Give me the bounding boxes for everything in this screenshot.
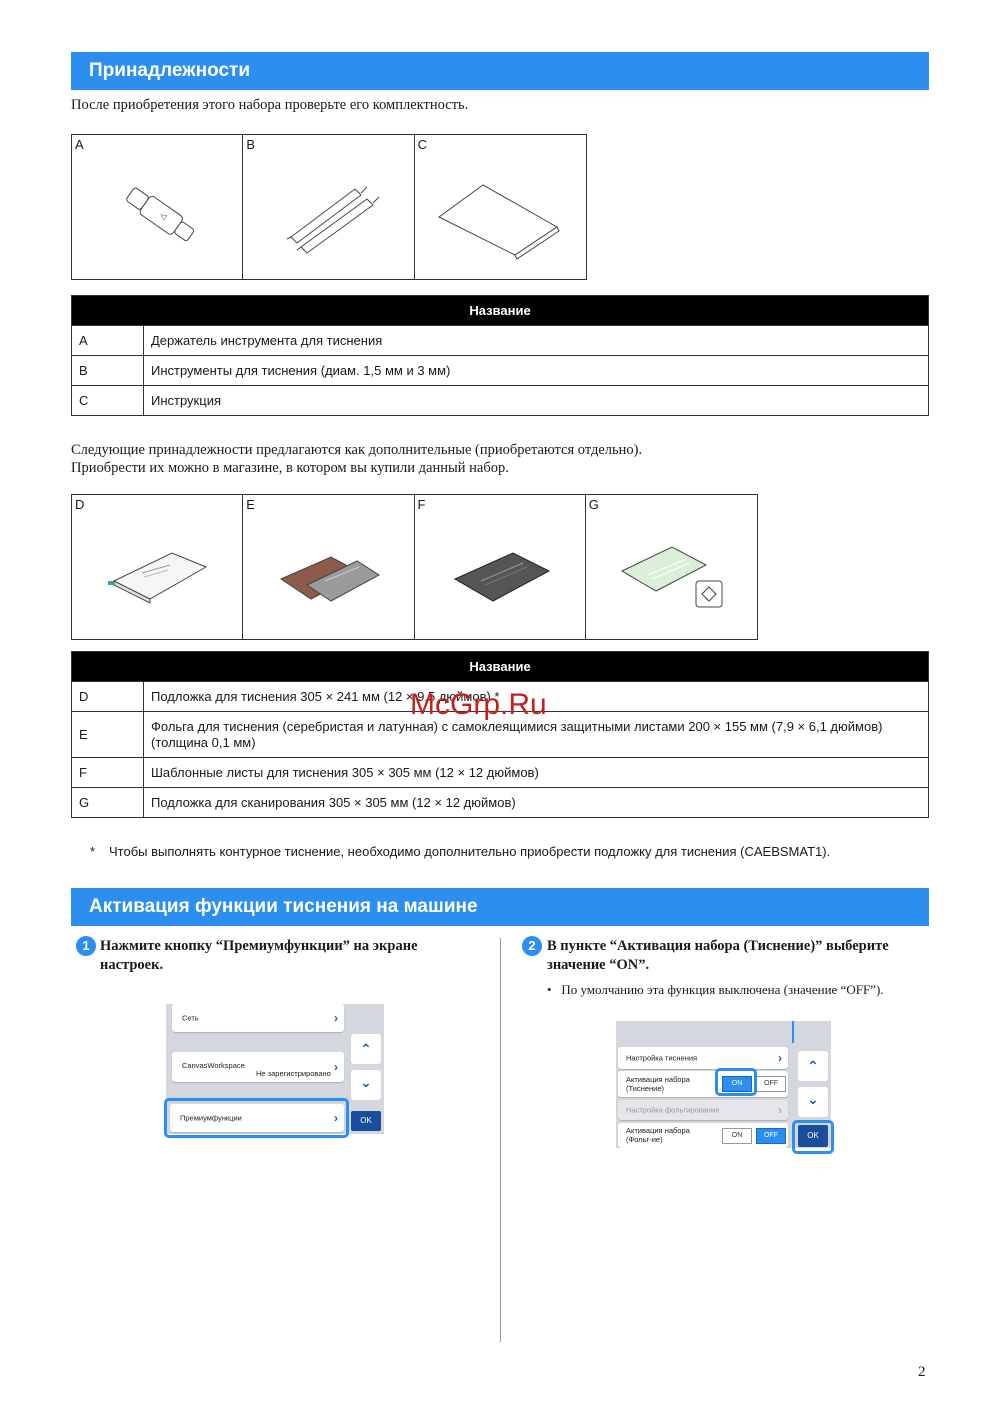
table-header: Название	[72, 296, 929, 326]
scroll-up-button[interactable]	[351, 1034, 381, 1064]
chevron-right-icon: ›	[778, 1051, 782, 1065]
network-button[interactable]	[172, 1004, 344, 1032]
step-1-text: Нажмите кнопку “Премиумфункции” на экране настроек.	[100, 938, 418, 973]
svg-text:△: △	[157, 210, 169, 222]
optional-items-images	[71, 494, 758, 640]
bullet-text: По умолчанию эта функция выключена (значение “OFF”).	[561, 982, 884, 997]
ok-button[interactable]: OK	[351, 1111, 381, 1131]
chevron-down-icon: ⌄	[807, 1091, 819, 1107]
scroll-down-button[interactable]	[351, 1070, 381, 1100]
table-row	[72, 326, 929, 356]
table-row	[72, 788, 929, 818]
item-d-image	[72, 495, 243, 639]
item-label: B	[246, 137, 255, 152]
row-value: Держатель инструмента для тиснения	[144, 326, 929, 356]
item-b-image	[243, 135, 414, 279]
optional-items-table	[71, 651, 929, 818]
column-divider	[500, 938, 501, 1342]
template-sheet-icon	[415, 495, 587, 641]
emboss-kit-label-line2: (Тиснение)	[626, 1084, 665, 1093]
row-key: C	[72, 386, 144, 416]
scrollbar-indicator	[792, 1021, 794, 1043]
tool-holder-icon	[72, 135, 244, 281]
emboss-kit-label-line1: Активация набора	[626, 1075, 690, 1084]
foil-sheets-icon	[243, 495, 415, 641]
foil-kit-activation-row	[618, 1123, 788, 1148]
premium-features-label: Премиумфункции	[180, 1113, 242, 1123]
row-key: A	[72, 326, 144, 356]
foil-on-toggle[interactable]: ON	[722, 1128, 752, 1144]
item-label: F	[417, 497, 426, 512]
footnote-text: Чтобы выполнять контурное тиснение, необходимо дополнительно приобрести подложку для тиснения (CAEBSMAT1).	[109, 844, 831, 859]
canvasworkspace-label: CanvasWorkspace	[182, 1061, 245, 1070]
chevron-up-icon: ⌃	[807, 1058, 819, 1074]
foil-settings-button[interactable]	[618, 1100, 788, 1120]
ok-button[interactable]: OK	[798, 1125, 828, 1147]
row-value: Подложка для тиснения 305 × 241 мм (12 × 9,5 дюймов) *	[144, 682, 929, 712]
row-value: Шаблонные листы для тиснения 305 × 305 мм (12 × 12 дюймов)	[144, 758, 929, 788]
chevron-right-icon: ›	[334, 1060, 338, 1074]
network-label: Сеть	[182, 1013, 199, 1023]
optional-intro-2: Приобрести их можно в магазине, в котором вы купили данный набор.	[71, 460, 509, 476]
section-title-accessories: Принадлежности	[71, 52, 929, 90]
foil-kit-label-line2: (Фольг-ие)	[626, 1135, 663, 1144]
footnote	[90, 844, 830, 859]
table-row	[72, 356, 929, 386]
item-label: A	[75, 137, 84, 152]
item-label: D	[75, 497, 85, 512]
emboss-settings-label: Настройка тиснения	[626, 1053, 698, 1063]
intro-text: После приобретения этого набора проверьте его комплектность.	[71, 97, 469, 113]
item-a-image	[72, 135, 243, 279]
footnote-mark: *	[90, 844, 96, 859]
item-label: E	[246, 497, 255, 512]
step-number-1: 1	[76, 936, 96, 956]
scanning-mat-icon	[586, 495, 758, 641]
included-items-images	[71, 134, 587, 280]
stylus-tools-icon	[243, 135, 415, 281]
item-e-image	[243, 495, 414, 639]
chevron-up-icon: ⌃	[360, 1041, 372, 1057]
step-number-2: 2	[522, 936, 542, 956]
canvasworkspace-status: Не зарегистрировано	[256, 1069, 331, 1078]
booklet-icon	[415, 135, 587, 281]
item-g-image	[586, 495, 757, 639]
highlight-on-toggle	[715, 1068, 757, 1096]
foil-off-toggle[interactable]: OFF	[756, 1128, 786, 1144]
item-label: G	[588, 497, 599, 512]
canvasworkspace-button[interactable]	[172, 1052, 344, 1082]
step-2-bullet	[547, 980, 884, 999]
emboss-on-toggle[interactable]: ON	[722, 1076, 752, 1092]
scroll-up-button[interactable]	[798, 1051, 828, 1081]
emboss-settings-button[interactable]	[618, 1047, 788, 1069]
emboss-kit-activation-row	[618, 1071, 788, 1097]
table-row	[72, 386, 929, 416]
chevron-right-icon: ›	[778, 1103, 782, 1117]
item-f-image	[415, 495, 586, 639]
row-key: F	[72, 758, 144, 788]
embossing-mat-icon	[72, 495, 244, 641]
chevron-right-icon: ›	[334, 1111, 338, 1125]
optional-intro-1: Следующие принадлежности предлагаются как дополнительные (приобретаются отдельно).	[71, 442, 643, 458]
watermark: McGrp.Ru	[410, 688, 547, 721]
emboss-off-toggle[interactable]: OFF	[756, 1076, 786, 1092]
highlight-ok-button	[792, 1120, 834, 1154]
row-value: Инструменты для тиснения (диам. 1,5 мм и 3 мм)	[144, 356, 929, 386]
page-number: 2	[918, 1364, 926, 1380]
foil-settings-label: Настройка фольгирования	[626, 1105, 720, 1115]
bullet-icon: •	[547, 982, 552, 997]
chevron-down-icon: ⌄	[360, 1074, 372, 1090]
item-c-image	[415, 135, 586, 279]
foil-kit-label-line1: Активация набора	[626, 1126, 690, 1135]
row-key: B	[72, 356, 144, 386]
row-value: Инструкция	[144, 386, 929, 416]
scroll-down-button[interactable]	[798, 1087, 828, 1117]
row-value: Подложка для сканирования 305 × 305 мм (12 × 12 дюймов)	[144, 788, 929, 818]
chevron-right-icon: ›	[334, 1011, 338, 1025]
row-key: G	[72, 788, 144, 818]
table-row	[72, 758, 929, 788]
section-title-activation: Активация функции тиснения на машине	[71, 888, 929, 926]
step-2-text: В пункте “Активация набора (Тиснение)” выберите значение “ON”.	[547, 938, 889, 973]
row-key: D	[72, 682, 144, 712]
highlight-premium-features	[164, 1098, 349, 1138]
included-items-table	[71, 295, 929, 416]
item-label: C	[417, 137, 428, 152]
row-value: Фольга для тиснения (серебристая и латунная) с самоклеящимися защитными листами 200 × 155 мм (7,9 × 6,1 дюймов) (толщина 0,1 мм)	[144, 712, 929, 758]
table-header: Название	[72, 652, 929, 682]
row-key: E	[72, 712, 144, 758]
